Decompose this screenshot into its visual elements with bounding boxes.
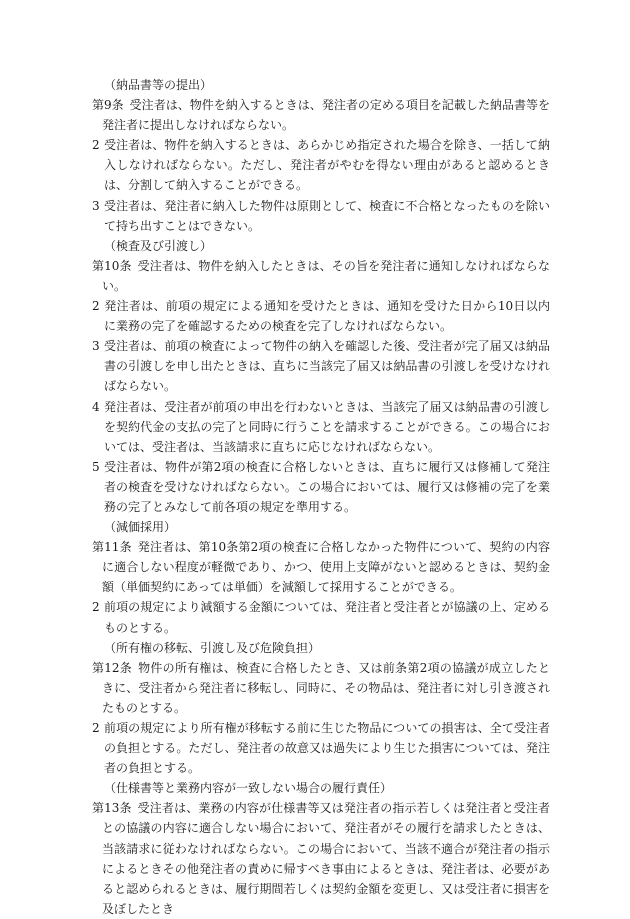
article-text: 発注者は、第10条第2項の検査に合格しなかった物件について、契約の内容に適合しない程度が軽微であり、かつ、使用上支障がないと認めるときは、契約金額（単価契約にあっては単価）を減額して採用することができる。 [102, 540, 550, 595]
paragraph-item [92, 296, 550, 336]
paragraph-item [92, 597, 550, 637]
item-text: 受注者は、前項の検査によって物件の納入を確認した後、受注者が完了届又は納品書の引渡しを申し出たときは、直ちに当該完了届又は納品書の引渡しを受けなければならない。 [104, 339, 550, 394]
section-heading: （検査及び引渡し） [104, 238, 213, 253]
item-number: 2 [92, 299, 100, 314]
item-text: 発注者は、前項の規定による通知を受けたときは、通知を受けた日から10日以内に業務の完了を確認するための検査を完了しなければならない。 [104, 299, 550, 334]
article-label: 第11条 [92, 540, 132, 555]
paragraph-item [92, 457, 550, 517]
section-heading: （所有権の移転、引渡し及び危険負担） [104, 640, 321, 655]
article-text: 受注者は、物件を納入したときは、その旨を発注者に通知しなければならない。 [102, 258, 550, 293]
item-text: 前項の規定により所有権が移転する前に生じた物品についての損害は、全て受注者の負担とする。ただし、発注者の故意又は過失により生じた損害については、発注者の負担とする。 [104, 721, 550, 776]
item-number: 4 [92, 399, 100, 414]
section-heading: （仕様書等と業務内容が一致しない場合の履行責任） [104, 781, 393, 796]
item-number: 3 [92, 198, 100, 213]
article-11 [92, 537, 550, 597]
article-label: 第12条 [92, 660, 133, 675]
paragraph-item [92, 135, 550, 195]
article-label: 第13条 [92, 801, 132, 816]
item-text: 前項の規定により減額する金額については、発注者と受注者とが協議の上、定めるものとする。 [104, 600, 550, 635]
paragraph-item [92, 718, 550, 778]
document-body [92, 75, 550, 919]
item-text: 発注者は、受注者が前項の申出を行わないときは、当該完了届又は納品書の引渡しを契約代金の支払の完了と同時に行うことを請求することができる。この場合においては、受注者は、当該請求に直ちに応じなければならない。 [104, 399, 550, 454]
item-number: 3 [92, 339, 100, 354]
article-text: 物件の所有権は、検査に合格したとき、又は前条第2項の協議が成立したときに、受注者から発注者に移転し、同時に、その物品は、発注者に対し引き渡されたものとする。 [102, 660, 550, 715]
article-text: 受注者は、業務の内容が仕様書等又は発注者の指示若しくは発注者と受注者との協議の内容に適合しない場合において、発注者がその履行を請求したときは、当該請求に従わなければならない。この場合において、当該不適合が発注者の指示によるときその他発注者の責めに帰すべき事由によるときは、発注者は、必要があると認められるときは、履行期間若しくは契約金額を変更し、又は受注者に損害を及ぼしたとき [102, 801, 550, 916]
section-heading: （納品書等の提出） [104, 78, 213, 92]
section-heading: （減価採用） [104, 520, 177, 535]
article-9 [92, 95, 550, 135]
item-text: 受注者は、物件が第2項の検査に合格しないときは、直ちに履行又は修補して発注者の検査を受けなければならない。この場合においては、履行又は修補の完了を業務の完了とみなして前各項の規定を準用する。 [104, 459, 550, 514]
paragraph-item [92, 196, 550, 236]
article-10 [92, 256, 550, 296]
article-label: 第9条 [92, 98, 124, 113]
item-text: 受注者は、物件を納入するときは、あらかじめ指定された場合を除き、一括して納入しなければならない。ただし、発注者がやむを得ない理由があると認めるときは、分割して納入することができる。 [104, 138, 550, 193]
article-13 [92, 798, 550, 919]
item-number: 2 [92, 138, 100, 153]
paragraph-item [92, 397, 550, 457]
item-text: 受注者は、発注者に納入した物件は原則として、検査に不合格となったものを除いて持ち出すことはできない。 [104, 198, 550, 233]
paragraph-item [92, 336, 550, 396]
article-12 [92, 658, 550, 718]
article-label: 第10条 [92, 258, 132, 273]
article-text: 受注者は、物件を納入するときは、発注者の定める項目を記載した納品書等を発注者に提出しなければならない。 [102, 98, 550, 133]
item-number: 2 [92, 600, 100, 615]
item-number: 5 [92, 459, 100, 474]
item-number: 2 [92, 721, 100, 735]
